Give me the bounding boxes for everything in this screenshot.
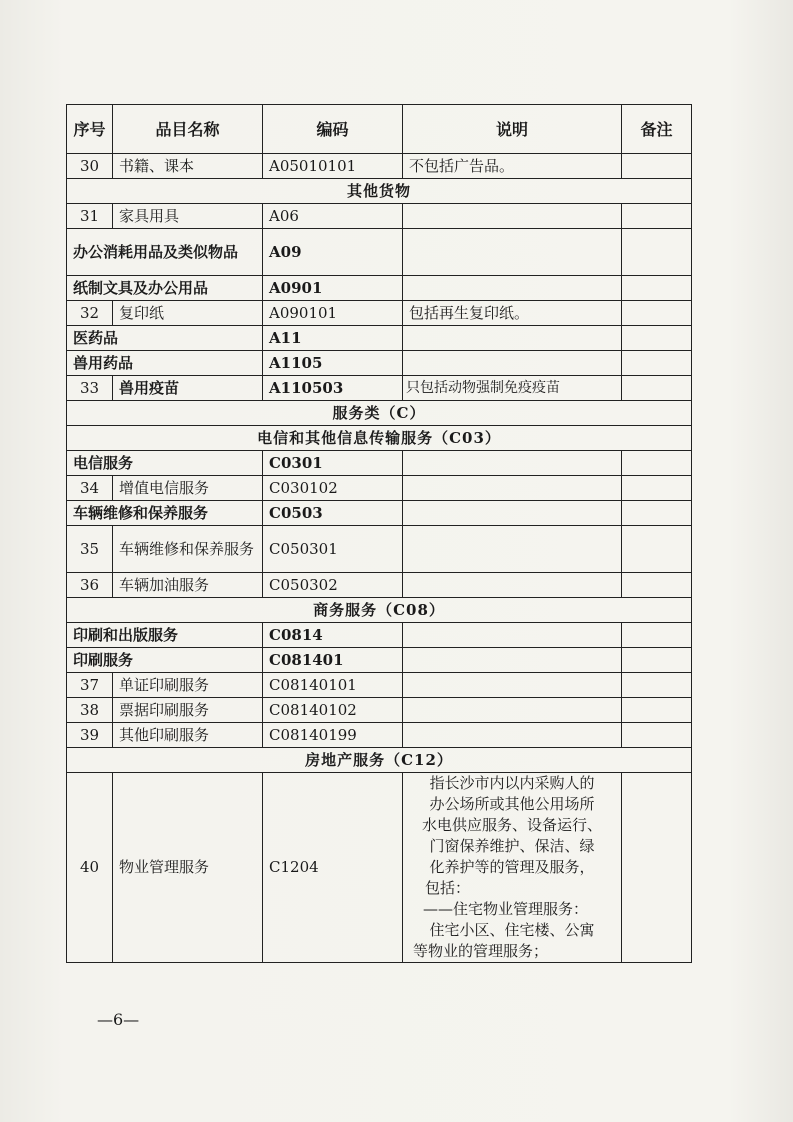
category-code: C0301 [263, 451, 403, 476]
category-code: A09 [263, 229, 403, 276]
category-name: 办公消耗用品及类似物品 [67, 229, 263, 276]
category-remark [622, 623, 692, 648]
category-desc [403, 326, 622, 351]
category-desc [403, 276, 622, 301]
table-row [67, 376, 692, 401]
section-title: 商务服务（C08） [67, 598, 692, 623]
row-desc [403, 204, 622, 229]
row-desc: 包括再生复印纸。 [403, 301, 622, 326]
category-row [67, 623, 692, 648]
row-code: A06 [263, 204, 403, 229]
category-desc [403, 501, 622, 526]
row-remark [622, 573, 692, 598]
category-row [67, 451, 692, 476]
category-remark [622, 351, 692, 376]
section-row [67, 401, 692, 426]
row-desc [403, 673, 622, 698]
category-code: C081401 [263, 648, 403, 673]
row-no: 36 [67, 573, 113, 598]
row-remark [622, 723, 692, 748]
category-code: A0901 [263, 276, 403, 301]
category-row [67, 501, 692, 526]
row-remark [622, 526, 692, 573]
table-row [67, 154, 692, 179]
row-desc [403, 723, 622, 748]
row-desc: 不包括广告品。 [403, 154, 622, 179]
header-code: 编码 [263, 105, 403, 154]
table-row [67, 573, 692, 598]
category-code: A11 [263, 326, 403, 351]
desc-line: 化养护等的管理及服务， [429, 858, 595, 876]
row-no: 38 [67, 698, 113, 723]
row-name: 物业管理服务 [113, 773, 263, 963]
desc-line: 门窗保养维护、保洁、绿 [429, 837, 595, 855]
category-name: 医药品 [67, 326, 263, 351]
category-code: C0503 [263, 501, 403, 526]
row-name: 复印纸 [113, 301, 263, 326]
table-row [67, 698, 692, 723]
category-desc [403, 451, 622, 476]
row-no: 33 [67, 376, 113, 401]
row-no: 34 [67, 476, 113, 501]
row-desc [403, 526, 622, 573]
row-remark [622, 204, 692, 229]
desc-line: 指长沙市内以内采购人的 [429, 774, 595, 792]
row-desc [403, 573, 622, 598]
row-remark [622, 673, 692, 698]
category-row [67, 276, 692, 301]
section-row [67, 426, 692, 451]
row-desc [403, 698, 622, 723]
section-title: 服务类（C） [67, 401, 692, 426]
row-code: C08140102 [263, 698, 403, 723]
row-remark [622, 698, 692, 723]
row-name: 单证印刷服务 [113, 673, 263, 698]
row-desc [403, 476, 622, 501]
row-no: 40 [67, 773, 113, 963]
row-name: 票据印刷服务 [113, 698, 263, 723]
row-no: 37 [67, 673, 113, 698]
category-remark [622, 326, 692, 351]
row-name: 书籍、课本 [113, 154, 263, 179]
row-remark [622, 301, 692, 326]
section-title: 其他货物 [67, 179, 692, 204]
procurement-catalog-table [66, 104, 692, 963]
category-desc [403, 623, 622, 648]
table-row [67, 773, 692, 963]
row-no: 31 [67, 204, 113, 229]
section-row [67, 179, 692, 204]
page-number: —6— [97, 1010, 140, 1029]
category-name: 兽用药品 [67, 351, 263, 376]
category-desc [403, 648, 622, 673]
row-remark [622, 773, 692, 963]
category-code: A1105 [263, 351, 403, 376]
desc-line: 包括： [425, 879, 471, 897]
category-remark [622, 229, 692, 276]
category-name: 电信服务 [67, 451, 263, 476]
row-remark [622, 154, 692, 179]
category-row [67, 648, 692, 673]
row-remark [622, 376, 692, 401]
header-name: 品目名称 [113, 105, 263, 154]
category-desc [403, 351, 622, 376]
category-desc [403, 229, 622, 276]
section-title: 电信和其他信息传输服务（C03） [67, 426, 692, 451]
row-code: C1204 [263, 773, 403, 963]
desc-line: ——住宅物业管理服务： [423, 900, 589, 918]
row-code: C050301 [263, 526, 403, 573]
table-row [67, 204, 692, 229]
row-code: C050302 [263, 573, 403, 598]
row-name: 其他印刷服务 [113, 723, 263, 748]
row-no: 30 [67, 154, 113, 179]
row-name: 家具用具 [113, 204, 263, 229]
category-row [67, 351, 692, 376]
row-code: C030102 [263, 476, 403, 501]
header-no: 序号 [67, 105, 113, 154]
table-row [67, 476, 692, 501]
row-code: A05010101 [263, 154, 403, 179]
table-row [67, 301, 692, 326]
category-name: 印刷服务 [67, 648, 263, 673]
category-name: 印刷和出版服务 [67, 623, 263, 648]
row-code: A090101 [263, 301, 403, 326]
row-code: C08140199 [263, 723, 403, 748]
category-name: 车辆维修和保养服务 [67, 501, 263, 526]
row-name: 车辆维修和保养服务 [113, 526, 263, 573]
category-remark [622, 276, 692, 301]
category-code: C0814 [263, 623, 403, 648]
category-remark [622, 501, 692, 526]
row-code: C08140101 [263, 673, 403, 698]
row-remark [622, 476, 692, 501]
category-remark [622, 451, 692, 476]
row-no: 35 [67, 526, 113, 573]
row-desc-property-management [403, 773, 622, 963]
header-remark: 备注 [622, 105, 692, 154]
table-header-row [67, 105, 692, 154]
category-name: 纸制文具及办公用品 [67, 276, 263, 301]
table-row [67, 526, 692, 573]
row-name: 兽用疫苗 [113, 376, 263, 401]
category-remark [622, 648, 692, 673]
section-row [67, 598, 692, 623]
row-desc: 只包括动物强制免疫疫苗 [403, 376, 622, 401]
desc-line: 等物业的管理服务； [413, 942, 549, 960]
category-row [67, 326, 692, 351]
desc-line: 水电供应服务、设备运行、 [421, 816, 602, 834]
section-row [67, 748, 692, 773]
row-name: 车辆加油服务 [113, 573, 263, 598]
row-name: 增值电信服务 [113, 476, 263, 501]
desc-line: 办公场所或其他公用场所 [429, 795, 595, 813]
desc-line: 住宅小区、住宅楼、公寓 [429, 921, 595, 939]
table-row [67, 723, 692, 748]
row-no: 39 [67, 723, 113, 748]
row-code: A110503 [263, 376, 403, 401]
header-desc: 说明 [403, 105, 622, 154]
category-row [67, 229, 692, 276]
section-title: 房地产服务（C12） [67, 748, 692, 773]
row-no: 32 [67, 301, 113, 326]
table-row [67, 673, 692, 698]
